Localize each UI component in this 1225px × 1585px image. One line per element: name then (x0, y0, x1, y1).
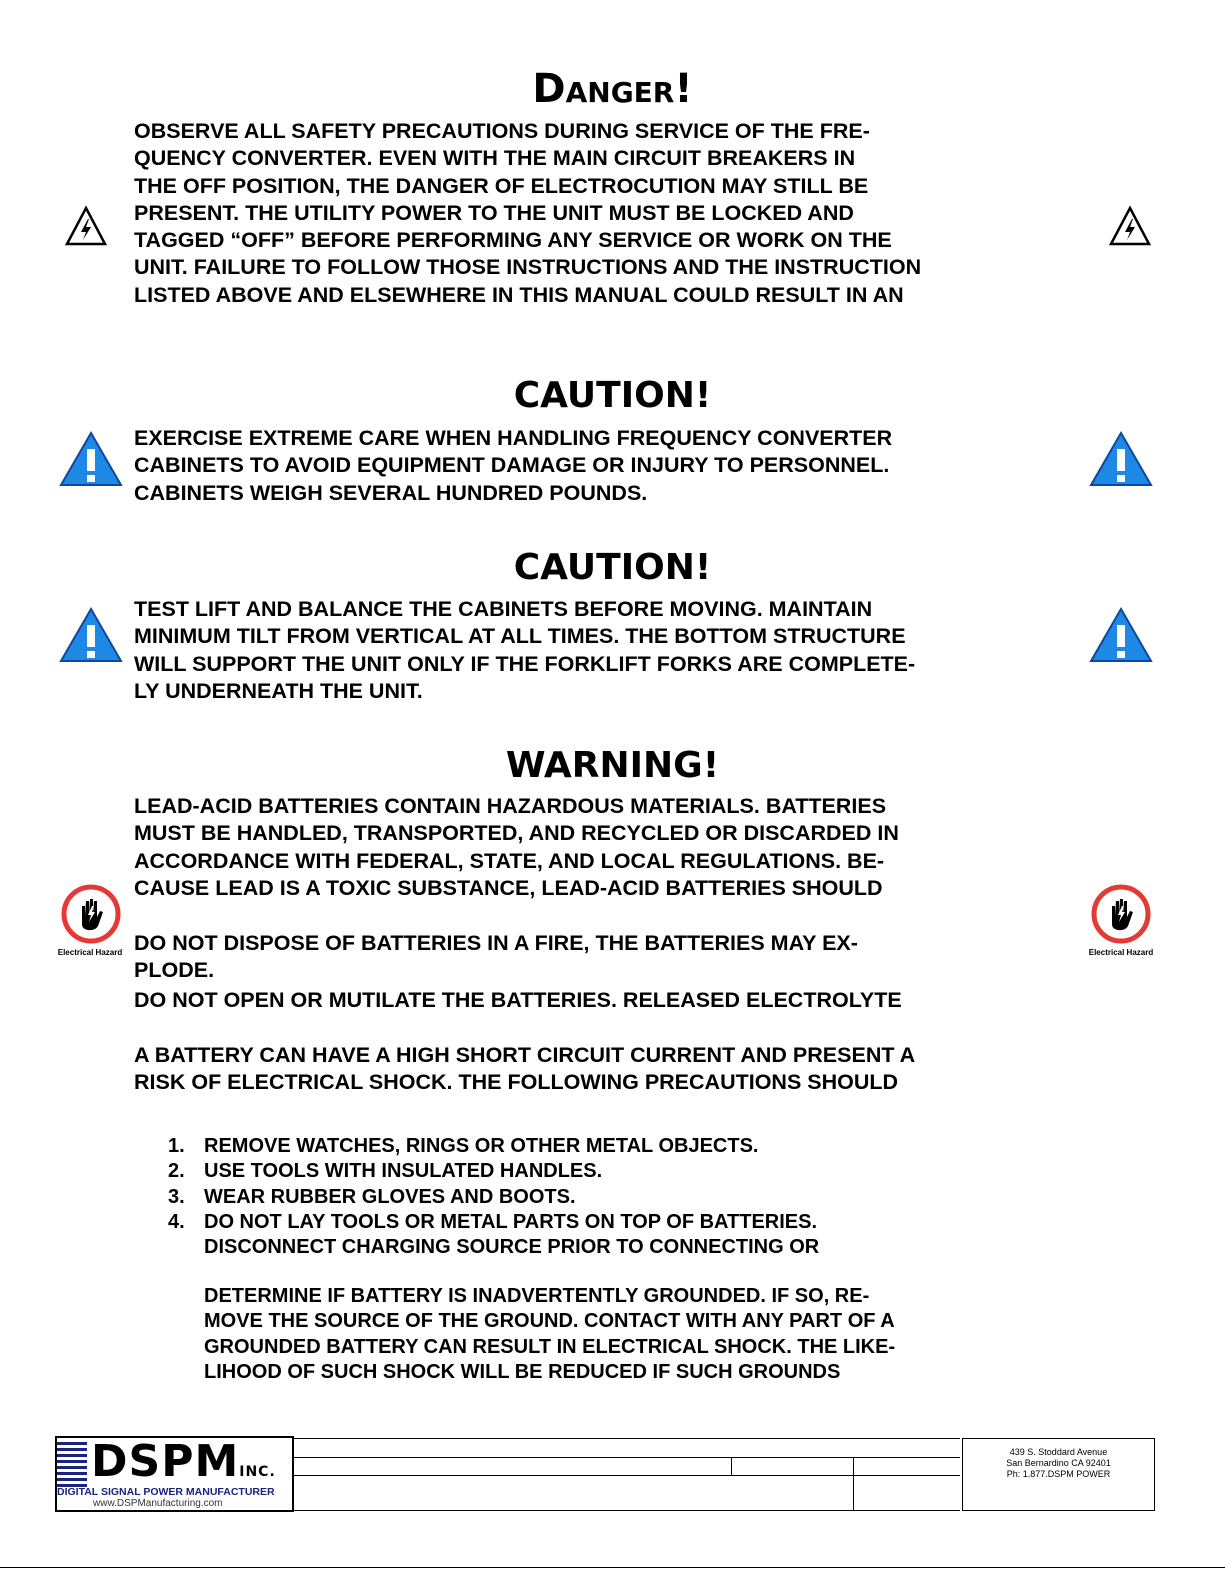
warning-para-3 (134, 1042, 1064, 1097)
list-number: 3. (168, 1185, 185, 1208)
list-number: 4. (168, 1210, 185, 1233)
logo-url: www.DSPManufacturing.com (93, 1498, 223, 1509)
electrical-warning-icon (64, 205, 108, 247)
page-bottom-rule (0, 1567, 1225, 1568)
caution-exclamation-icon (58, 606, 124, 664)
warning-para-2 (134, 930, 1064, 1014)
list-item (168, 1134, 819, 1159)
danger-title: Danger! (532, 66, 693, 112)
warning-line: CAUSE LEAD IS A TOXIC SUBSTANCE, LEAD-ACID BATTERIES SHOULD (134, 875, 883, 900)
caution-line: TEST LIFT AND BALANCE THE CABINETS BEFORE MOVING. MAINTAIN (134, 597, 873, 621)
caution-exclamation-icon (58, 430, 124, 488)
address-line: 439 S. Stoddard Avenue (1009, 1447, 1108, 1457)
logo-stripes-icon (57, 1442, 87, 1490)
list-item (168, 1210, 819, 1235)
caution-line: LY UNDERNEATH THE UNIT. (134, 678, 423, 703)
electrical-hazard-hand-icon (61, 884, 121, 944)
warning-line: LEAD-ACID BATTERIES CONTAIN HAZARDOUS MATERIALS. BATTERIES (134, 794, 887, 818)
list-number: 2. (168, 1160, 185, 1183)
caution-text (134, 596, 1064, 705)
caution-exclamation-icon (1088, 430, 1154, 488)
danger-line: UNIT. FAILURE TO FOLLOW THOSE INSTRUCTIONS AND THE INSTRUCTION (134, 255, 922, 280)
warning-para-1 (134, 793, 1064, 902)
caution-line: MINIMUM TILT FROM VERTICAL AT ALL TIMES. THE BOTTOM STRUCTURE (134, 624, 906, 649)
logo-wordmark: DSPM (91, 1436, 240, 1487)
footer-table-border (294, 1475, 960, 1476)
caution-exclamation-icon (1088, 606, 1154, 664)
footer-table-border (853, 1457, 854, 1511)
list-item (168, 1235, 819, 1260)
list-item-text: DISCONNECT CHARGING SOURCE PRIOR TO CONNECTING OR (204, 1236, 820, 1259)
warning-line: GROUNDED BATTERY CAN RESULT IN ELECTRICAL SHOCK. THE LIKE- (204, 1335, 896, 1358)
list-item (168, 1159, 819, 1184)
precautions-list (168, 1134, 819, 1260)
caution-line: EXERCISE EXTREME CARE WHEN HANDLING FREQUENCY CONVERTER (134, 426, 893, 450)
footer-table-border (731, 1457, 732, 1475)
caution-title: CAUTION! (513, 547, 712, 588)
warning-line: DO NOT OPEN OR MUTILATE THE BATTERIES. RELEASED ELECTROLYTE (134, 987, 902, 1012)
list-number: 1. (168, 1135, 185, 1157)
warning-title: WARNING! (505, 745, 720, 786)
electrical-warning-icon (1108, 205, 1152, 247)
warning-line: LIHOOD OF SUCH SHOCK WILL BE REDUCED IF SUCH GROUNDS (204, 1360, 841, 1383)
caution-title: CAUTION! (513, 375, 712, 416)
phone-number: Ph: 1.877.DSPM POWER (1006, 1469, 1111, 1479)
warning-line: MOVE THE SOURCE OF THE GROUND. CONTACT WITH ANY PART OF A (204, 1310, 895, 1333)
footer-logo (55, 1436, 294, 1512)
precautions-para (204, 1284, 895, 1385)
danger-text (134, 118, 1064, 309)
footer-table-border (294, 1438, 960, 1439)
list-item-text: USE TOOLS WITH INSULATED HANDLES. (204, 1160, 603, 1183)
warning-line: RISK OF ELECTRICAL SHOCK. THE FOLLOWING PRECAUTIONS SHOULD (134, 1070, 899, 1095)
warning-line: DO NOT DISPOSE OF BATTERIES IN A FIRE, THE BATTERIES MAY EX- (134, 931, 858, 955)
footer-table-border (294, 1457, 960, 1458)
caution-line: CABINETS WEIGH SEVERAL HUNDRED POUNDS. (134, 480, 648, 505)
caution-line: CABINETS TO AVOID EQUIPMENT DAMAGE OR INJURY TO PERSONNEL. (134, 453, 890, 478)
address-line: San Bernardino CA 92401 (1006, 1458, 1111, 1468)
danger-line: LISTED ABOVE AND ELSEWHERE IN THIS MANUAL COULD RESULT IN AN (134, 282, 904, 307)
warning-line: MUST BE HANDLED, TRANSPORTED, AND RECYCLED OR DISCARDED IN (134, 821, 899, 846)
hazard-label: Electrical Hazard (1088, 948, 1154, 957)
caution-text (134, 425, 1064, 507)
warning-line: DETERMINE IF BATTERY IS INADVERTENTLY GROUNDED. IF SO, RE- (204, 1285, 870, 1307)
danger-line: THE OFF POSITION, THE DANGER OF ELECTROCUTION MAY STILL BE (134, 173, 869, 198)
list-item-text: WEAR RUBBER GLOVES AND BOOTS. (204, 1185, 576, 1208)
danger-line: OBSERVE ALL SAFETY PRECAUTIONS DURING SERVICE OF THE FRE- (134, 119, 870, 143)
hazard-label: Electrical Hazard (57, 948, 123, 957)
footer-table-border (294, 1510, 960, 1511)
danger-line: QUENCY CONVERTER. EVEN WITH THE MAIN CIRCUIT BREAKERS IN (134, 146, 856, 171)
list-item-text: DO NOT LAY TOOLS OR METAL PARTS ON TOP OF BATTERIES. (204, 1210, 818, 1233)
warning-line: ACCORDANCE WITH FEDERAL, STATE, AND LOCAL REGULATIONS. BE- (134, 848, 885, 873)
list-item (168, 1185, 819, 1210)
footer-address-box (962, 1438, 1155, 1511)
logo-tagline: DIGITAL SIGNAL POWER MANUFACTURER (57, 1486, 275, 1498)
logo-inc: INC. (239, 1464, 276, 1480)
warning-line: A BATTERY CAN HAVE A HIGH SHORT CIRCUIT CURRENT AND PRESENT A (134, 1043, 916, 1067)
danger-line: PRESENT. THE UTILITY POWER TO THE UNIT MUST BE LOCKED AND (134, 200, 854, 225)
danger-line: TAGGED “OFF” BEFORE PERFORMING ANY SERVICE OR WORK ON THE (134, 228, 892, 253)
caution-line: WILL SUPPORT THE UNIT ONLY IF THE FORKLIFT FORKS ARE COMPLETE- (134, 651, 916, 676)
warning-line: PLODE. (134, 958, 215, 983)
list-item-text: REMOVE WATCHES, RINGS OR OTHER METAL OBJECTS. (204, 1135, 759, 1157)
electrical-hazard-hand-icon (1091, 884, 1151, 944)
